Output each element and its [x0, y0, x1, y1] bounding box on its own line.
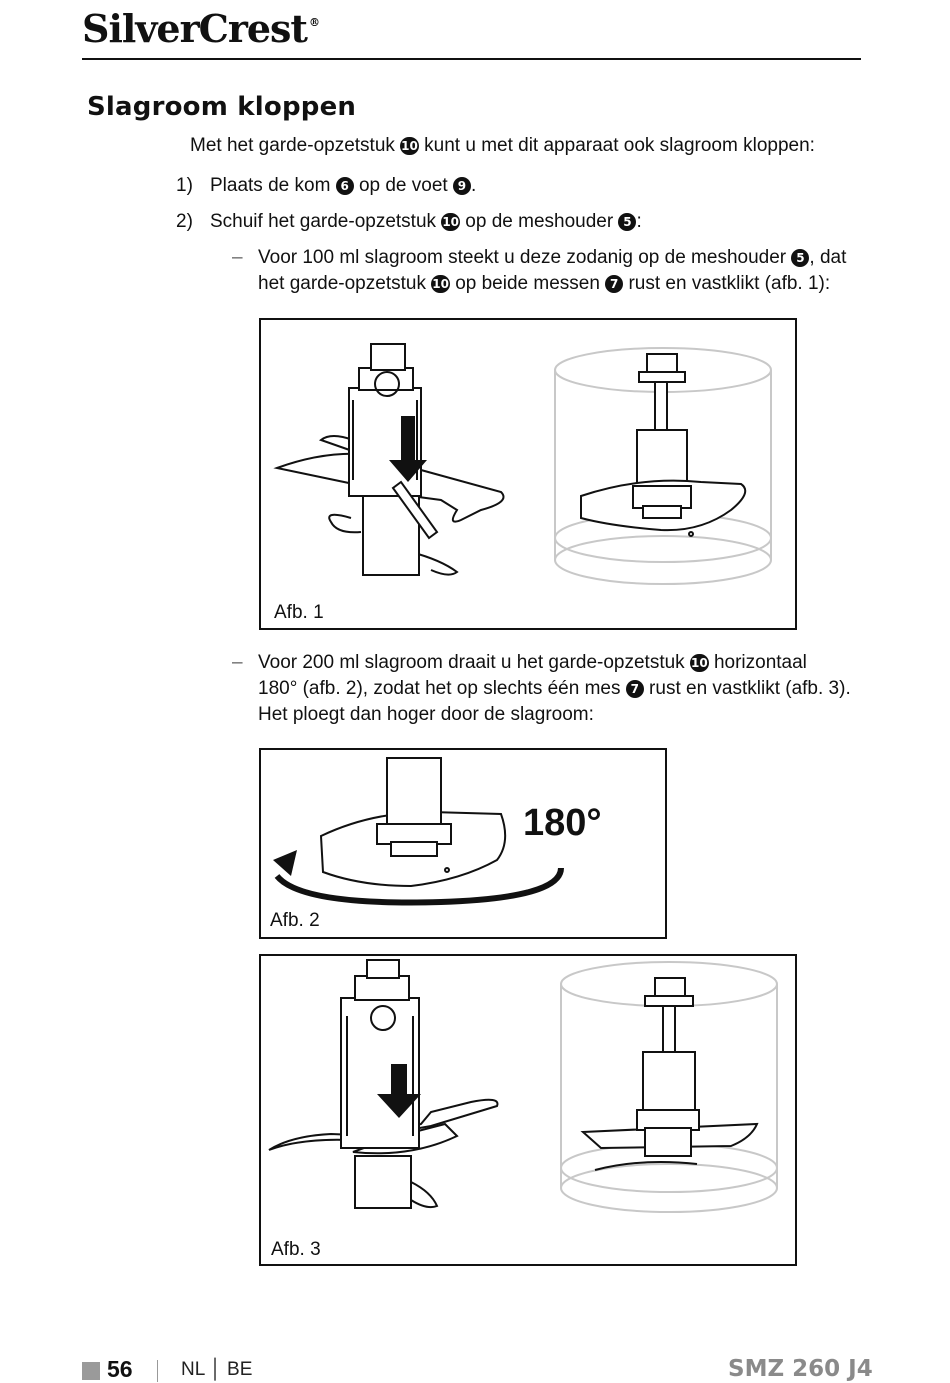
footer-language: NL │ BE	[181, 1359, 253, 1380]
intro-paragraph: Met het garde-opzetstuk 10 kunt u met dit apparaat ook slagroom kloppen:	[190, 135, 815, 156]
bullet-2-line-3: Het ploegt dan hoger door de slagroom:	[258, 704, 594, 725]
ref-badge: 7	[626, 680, 644, 698]
ref-badge: 10	[401, 139, 418, 153]
step-1-text: Plaats de kom 6 op de voet 9 .	[210, 175, 477, 196]
figure-2-illustration	[261, 750, 669, 941]
ref-badge: 5	[791, 249, 809, 267]
step-1-number: 1)	[176, 175, 193, 196]
rotation-angle-label: 180°	[523, 802, 602, 844]
ref-badge: 10	[442, 215, 460, 229]
bullet-2-dash: –	[232, 652, 243, 673]
figure-1-caption: Afb. 1	[274, 602, 324, 623]
figure-2	[259, 748, 667, 939]
footer-square-icon	[82, 1362, 100, 1380]
header-rule	[82, 58, 861, 60]
ref-badge: 9	[453, 177, 471, 195]
figure-1	[259, 318, 797, 630]
step-2-number: 2)	[176, 211, 193, 232]
bullet-2-line-1: Voor 200 ml slagroom draait u het garde-opzetstuk 10 horizontaal	[258, 652, 807, 673]
figure-2-caption: Afb. 2	[270, 910, 320, 931]
page-number: 56	[107, 1356, 133, 1382]
brand-logo: SilverCrest ®	[82, 6, 319, 51]
bullet-1-line-1: Voor 100 ml slagroom steekt u deze zodanig op de meshouder 5 , dat	[258, 247, 847, 268]
step-2-text: Schuif het garde-opzetstuk 10 op de meshouder 5 :	[210, 211, 642, 232]
ref-badge: 6	[336, 177, 354, 195]
figure-1-illustration	[261, 320, 799, 632]
bullet-1-dash: –	[232, 247, 243, 268]
figure-3-illustration	[261, 956, 799, 1268]
figure-3	[259, 954, 797, 1266]
ref-badge: 10	[432, 277, 449, 291]
footer-model: SMZ 260 J4	[728, 1356, 873, 1382]
bullet-1-line-2: het garde-opzetstuk 10 op beide messen 7 rust en vastklikt (afb. 1):	[258, 273, 831, 294]
bullet-2-line-2: 180° (afb. 2), zodat het op slechts één mes 7 rust en vastklikt (afb. 3).	[258, 678, 851, 699]
footer-divider	[157, 1360, 158, 1382]
section-title: Slagroom kloppen	[87, 92, 357, 122]
figure-3-caption: Afb. 3	[271, 1239, 321, 1260]
ref-badge: 7	[605, 275, 623, 293]
ref-badge: 10	[690, 656, 708, 670]
ref-badge: 5	[618, 213, 636, 231]
